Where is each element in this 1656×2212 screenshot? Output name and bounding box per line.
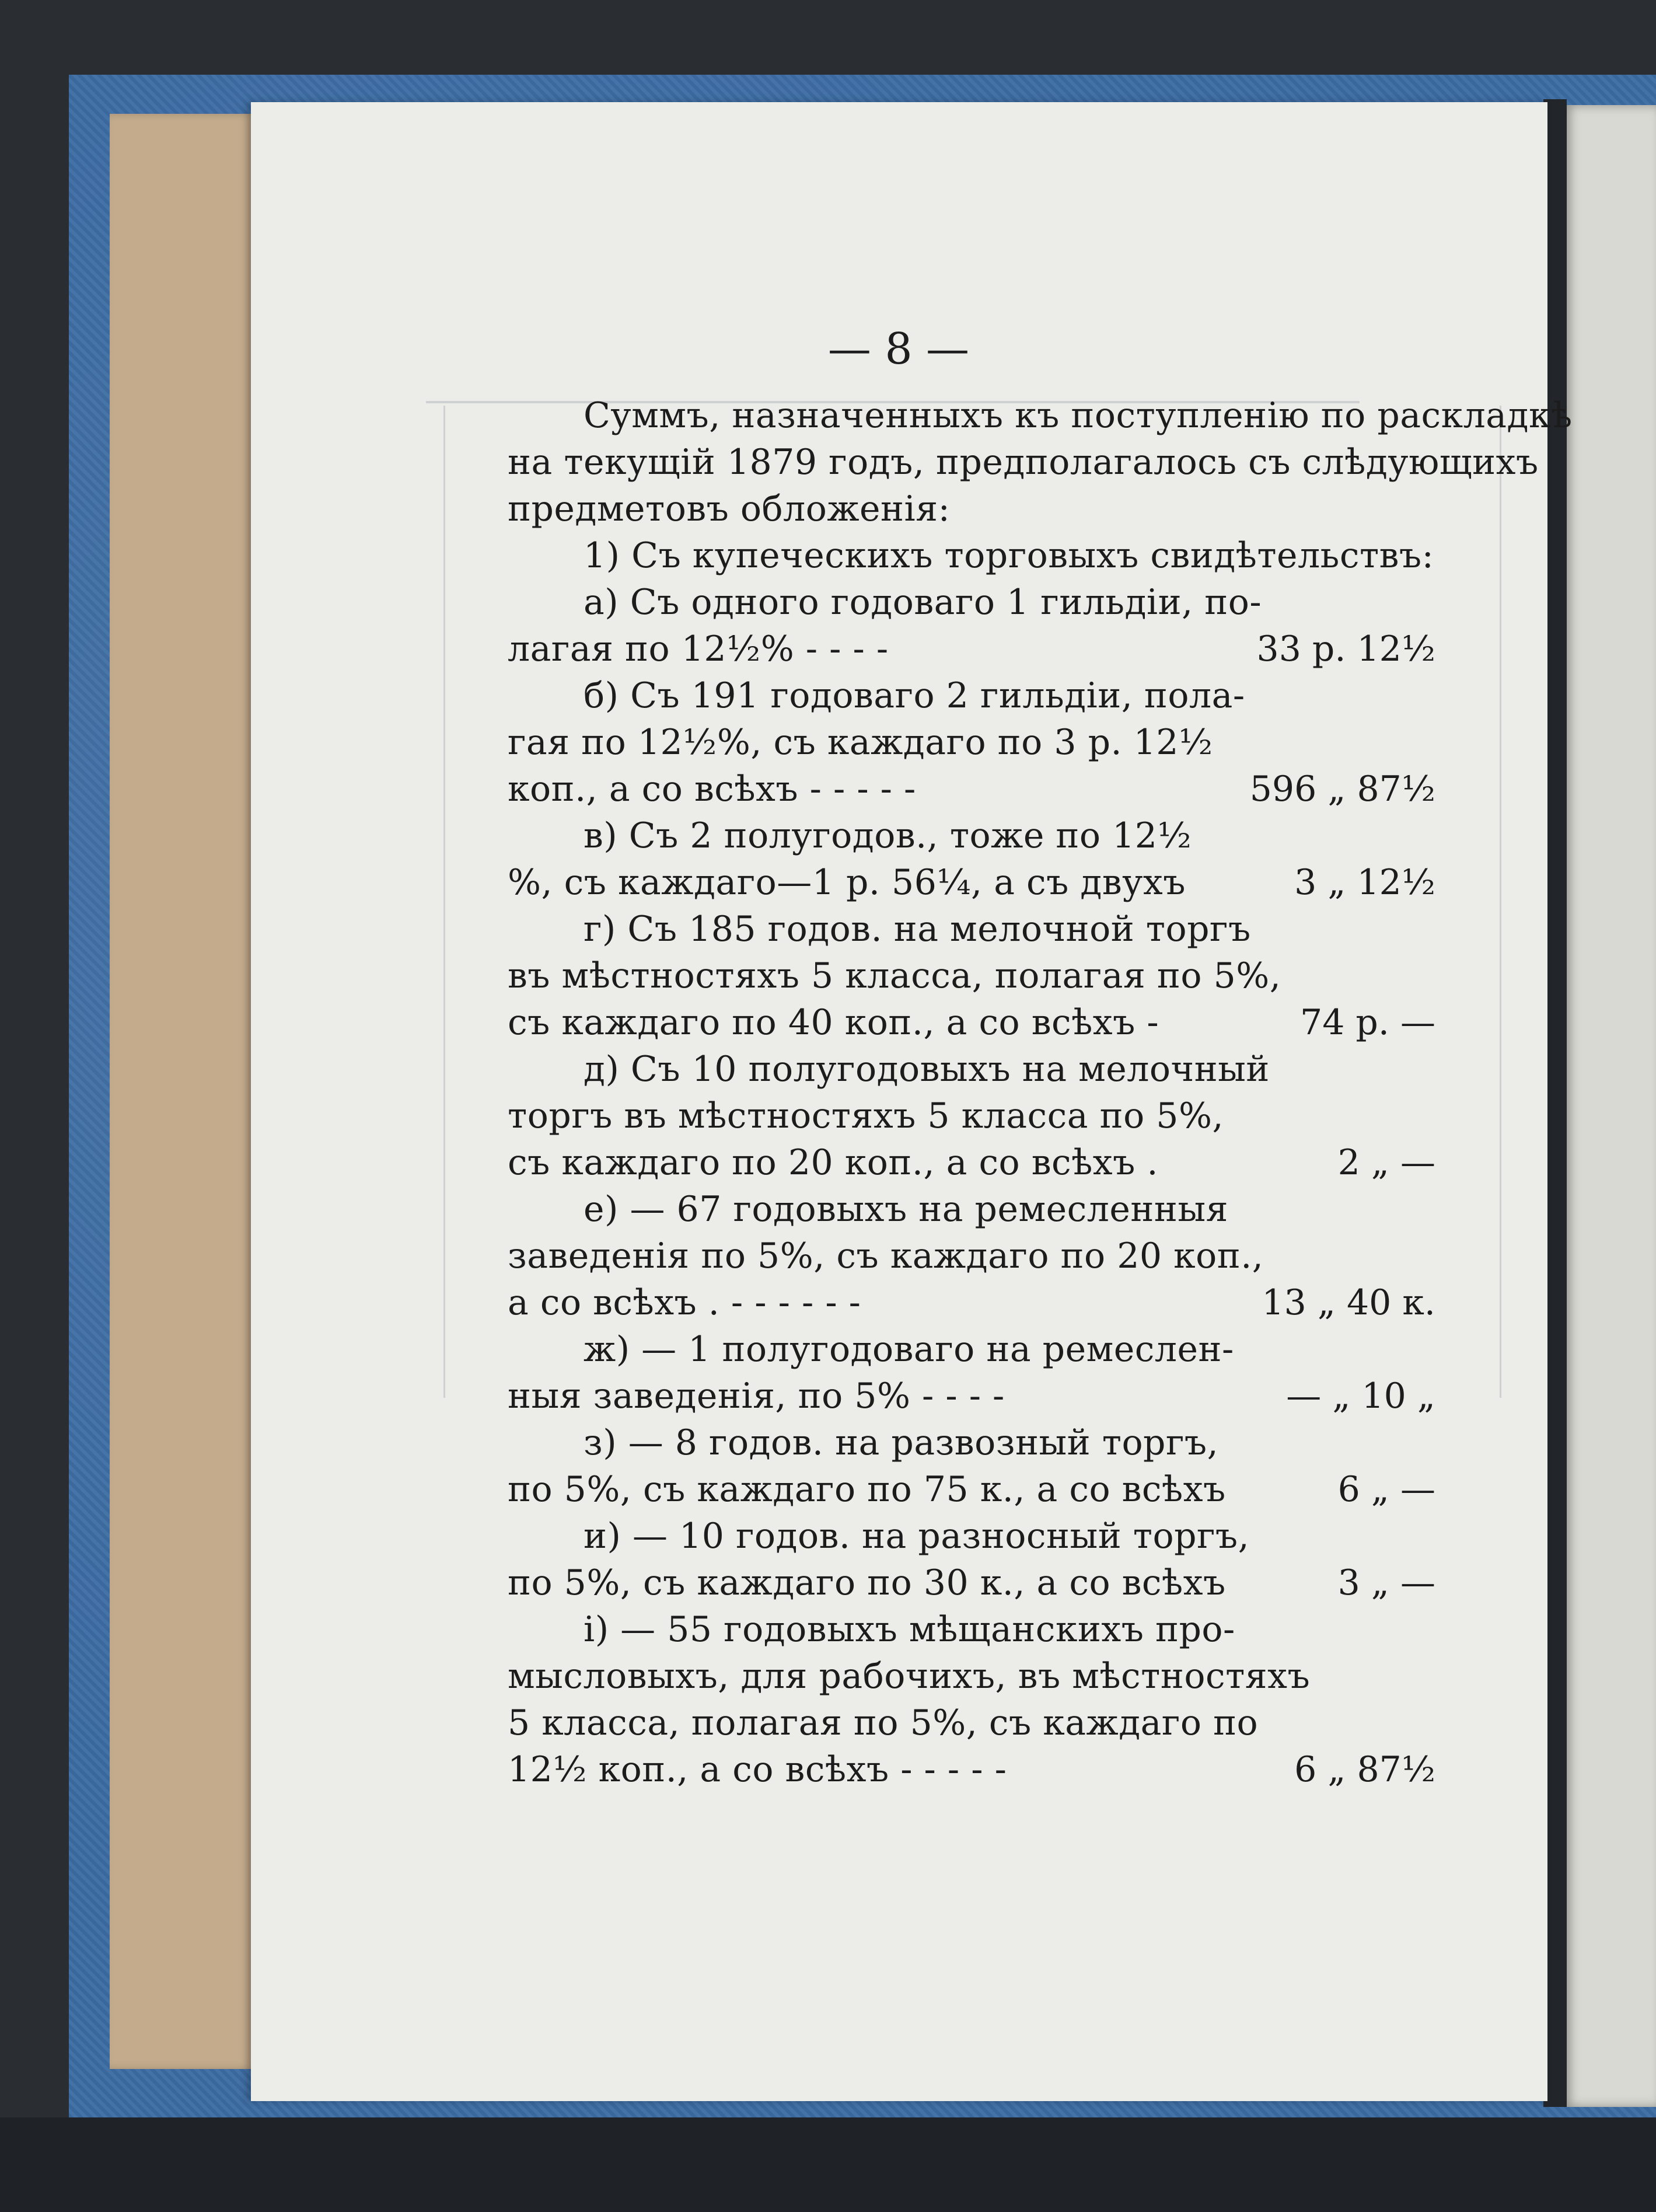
text-line: мысловыхъ, для рабочихъ, въ мѣстностяхъ: [508, 1656, 1311, 1697]
text-line: 1) Съ купеческихъ торговыхъ свидѣтельствъ:: [584, 535, 1434, 576]
amount-v: 3 „ 12½: [1294, 862, 1435, 903]
amount-g: 74 р. —: [1300, 1002, 1435, 1043]
text-line: е) — 67 годовыхъ на ремесленныя: [584, 1189, 1228, 1230]
text-line: Суммъ, назначенныхъ къ поступленію по раскладкѣ: [584, 395, 1573, 436]
amount-i: 3 „ —: [1337, 1562, 1435, 1603]
text-line: 5 класса, полагая по 5%, съ каждаго по: [508, 1702, 1259, 1743]
text-line: по 5%, съ каждаго по 30 к., а со всѣхъ: [508, 1562, 1226, 1603]
text-line: на текущій 1879 годъ, предполагалось съ слѣдующихъ: [508, 442, 1539, 483]
text-line: з) — 8 годов. на развозный торгъ,: [584, 1422, 1219, 1463]
text-line: гая по 12½%, съ каждаго по 3 р. 12½: [508, 722, 1213, 763]
amount-a: 33 р. 12½: [1256, 629, 1435, 669]
amount-z: 6 „ —: [1337, 1469, 1435, 1510]
text-line: лагая по 12½% - - - -: [508, 629, 889, 669]
text-line: в) Съ 2 полугодов., тоже по 12½: [584, 815, 1192, 856]
text-line: по 5%, съ каждаго по 75 к., а со всѣхъ: [508, 1469, 1226, 1510]
page-number-text: — 8 —: [827, 324, 970, 374]
text-line: предметовъ обложенія:: [508, 489, 951, 529]
text-line: д) Съ 10 полугодовыхъ на мелочный: [584, 1049, 1270, 1090]
text-line: а) Съ одного годоваго 1 гильдіи, по-: [584, 582, 1262, 623]
text-line: а со всѣхъ . - - - - - -: [508, 1282, 861, 1323]
text-line: заведенія по 5%, съ каждаго по 20 коп.,: [508, 1236, 1264, 1276]
bleed-through-rule: [1500, 406, 1501, 1398]
text-line: съ каждаго по 20 коп., а со всѣхъ .: [508, 1142, 1158, 1183]
amount-e: 13 „ 40 к.: [1262, 1282, 1435, 1323]
text-line: б) Съ 191 годоваго 2 гильдіи, пола-: [584, 675, 1245, 716]
text-line: съ каждаго по 40 коп., а со всѣхъ -: [508, 1002, 1159, 1043]
amount-b: 596 „ 87½: [1249, 769, 1435, 810]
text-line: ныя заведенія, по 5% - - - -: [508, 1376, 1005, 1416]
text-line: ж) — 1 полугодоваго на ремеслен-: [584, 1329, 1234, 1370]
text-line: торгъ въ мѣстностяхъ 5 класса по 5%,: [508, 1095, 1224, 1136]
text-line: въ мѣстностяхъ 5 класса, полагая по 5%,: [508, 955, 1281, 996]
amount-i-dec: 6 „ 87½: [1294, 1749, 1435, 1790]
text-line: и) — 10 годов. на разносный торгъ,: [584, 1516, 1250, 1557]
text-line: %, съ каждаго—1 р. 56¼, а съ двухъ: [508, 862, 1186, 903]
background-strip: [0, 2117, 1656, 2212]
text-line: і) — 55 годовыхъ мѣщанскихъ про-: [584, 1609, 1235, 1650]
amount-zh: — „ 10 „: [1286, 1376, 1435, 1416]
text-line: г) Съ 185 годов. на мелочной торгъ: [584, 909, 1251, 950]
text-line: 12½ коп., а со всѣхъ - - - - -: [508, 1749, 1007, 1790]
text-line: коп., а со всѣхъ - - - - -: [508, 769, 916, 810]
next-page-edge: [1564, 105, 1656, 2107]
endpaper: [110, 114, 256, 2069]
amount-d: 2 „ —: [1337, 1142, 1435, 1183]
bleed-through-rule: [443, 406, 445, 1398]
book-page: [251, 102, 1573, 2101]
